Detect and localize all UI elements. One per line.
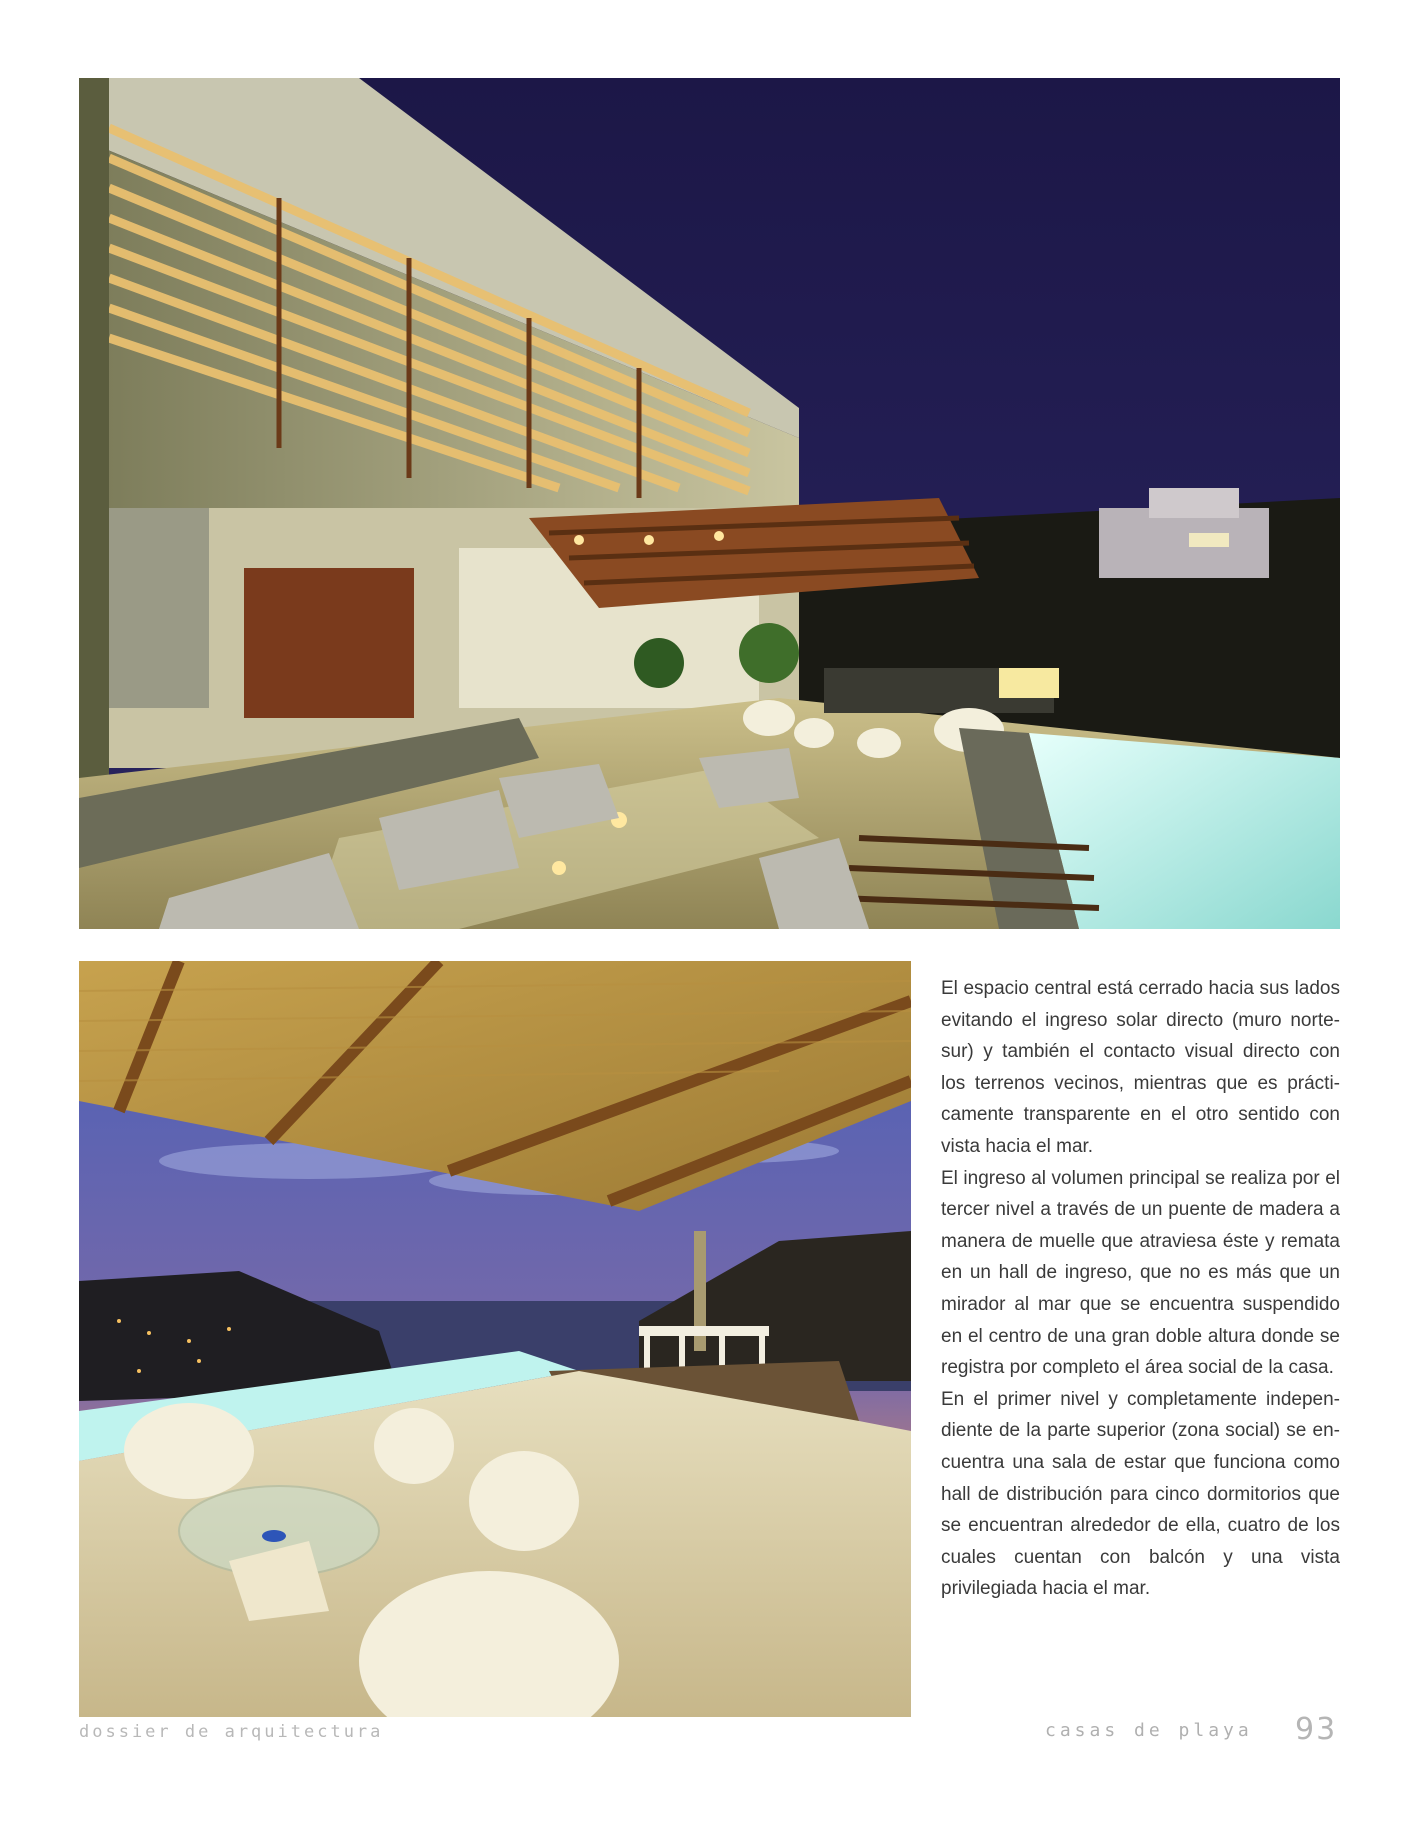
terrace-dusk-photo	[79, 961, 911, 1717]
paragraph-3: En el primer nivel y completamente independiente de la parte superior (zona social) se encuentra una sala de estar que funciona como hall de distribución para cinco dormitorios que se encuentran alrededor de ella, cuatro de los cuales cuentan con balcón y una vista privilegiada hacia el mar.	[941, 1388, 1340, 1600]
section-name: casas de playa	[1045, 1720, 1253, 1741]
publication-name: dossier de arquitectura	[79, 1722, 384, 1742]
article-text	[941, 973, 1340, 1605]
terrace-dusk-illustration	[79, 961, 911, 1717]
house-night-photo	[79, 78, 1340, 929]
page-number: 93	[1295, 1712, 1338, 1747]
paragraph-2: El ingreso al volumen principal se realiza por el tercer nivel a través de un puente de madera a manera de muelle que atraviesa éste y remata en un hall de ingreso, que no es más que un mirador al mar que se encuentra suspendido en el centro de una gran doble altura donde se registra por completo el área social de la casa.	[941, 1167, 1340, 1379]
house-night-illustration	[79, 78, 1340, 929]
paragraph-1: El espacio central está cerrado hacia sus lados evitando el ingreso solar directo (muro norte-sur) y también el contacto visual directo con los terrenos vecinos, mientras que es prácticamente transparente en el otro sentido con vista hacia el mar.	[941, 978, 1340, 1157]
